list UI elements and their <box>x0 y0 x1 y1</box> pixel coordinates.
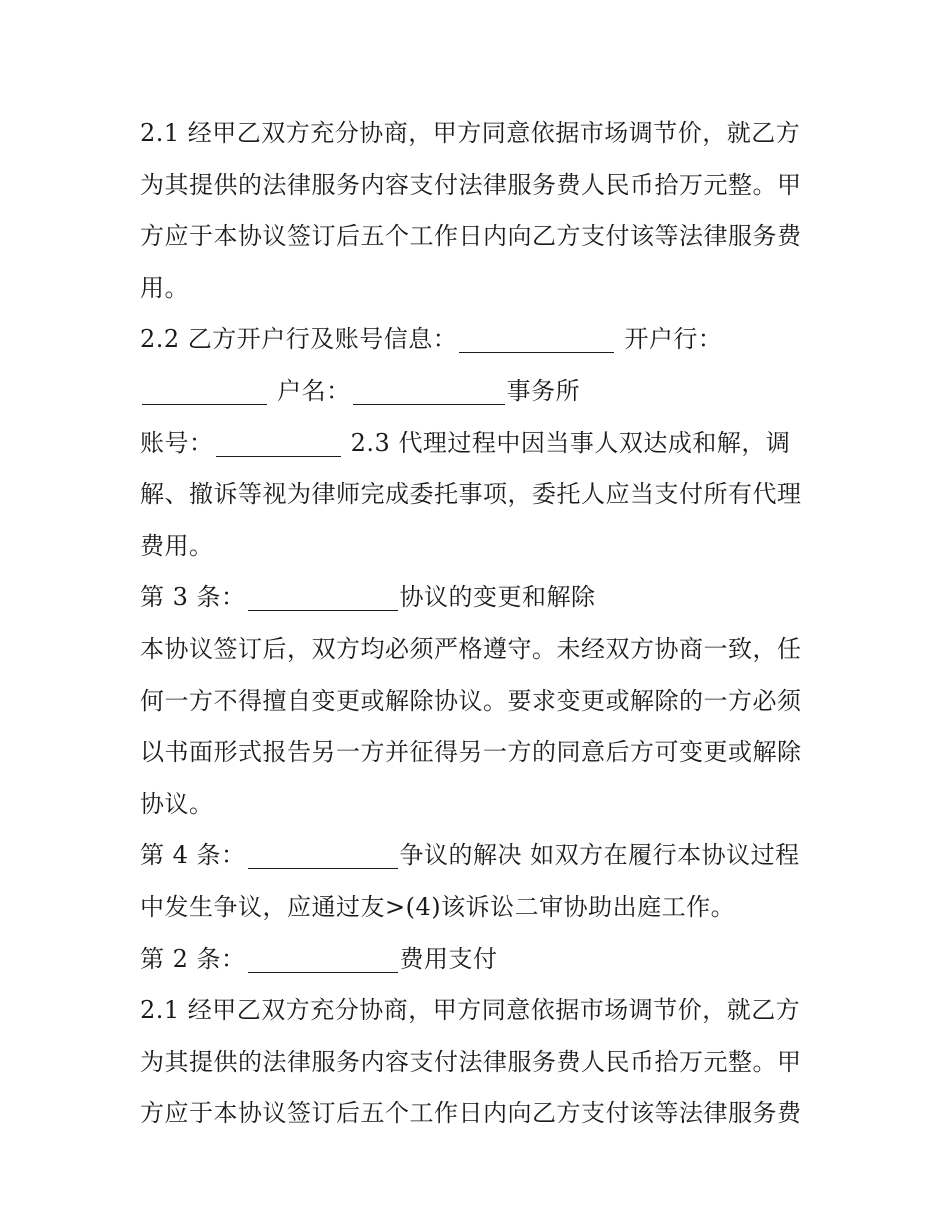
account-number-blank[interactable] <box>216 426 341 457</box>
article-2-title: 费用支付 <box>399 944 498 973</box>
article-3-blank[interactable] <box>248 580 398 611</box>
article-2-blank[interactable] <box>248 942 398 973</box>
account-number-label: 账号： <box>140 428 214 457</box>
article-4-text: 争议的解决 如双方在履行本协议过程中发生争议，应通过友>(4)该诉讼二审协助出庭工作。 <box>140 841 800 921</box>
article-4-blank[interactable] <box>248 838 398 869</box>
article-3-title: 协议的变更和解除 <box>399 583 596 612</box>
bank-info-label: 2.2 乙方开户行及账号信息： <box>140 325 458 354</box>
account-name-blank[interactable] <box>353 374 505 405</box>
article-4-label: 第 4 条： <box>140 841 246 870</box>
paragraph-2-3: 2.3 代理过程中因当事人双达成和解，调解、撤诉等视为律师完成委托事项，委托人应当支付所有代理费用。 <box>140 428 802 560</box>
article-3-label: 第 3 条： <box>140 583 246 612</box>
firm-label: 事务所 <box>506 376 581 405</box>
article-2-heading <box>140 934 820 986</box>
account-name-label: 户名： <box>277 376 351 405</box>
article-4-heading <box>140 830 820 933</box>
article-2-label: 第 2 条： <box>140 944 246 973</box>
paragraph-2-1-repeat: 2.1 经甲乙双方充分协商，甲方同意依据市场调节价，就乙方为其提供的法律服务内容支付法律服务费人民币拾万元整。甲方应于本协议签订后五个工作日内向乙方支付该等法律服务费 <box>140 996 802 1128</box>
bank-info-blank[interactable] <box>459 322 614 353</box>
paragraph-bank-info <box>140 314 820 572</box>
document-body <box>140 108 820 1140</box>
bank-label: 开户行： <box>624 325 723 354</box>
bank-blank[interactable] <box>142 374 267 405</box>
article-3-heading <box>140 572 820 624</box>
paragraph-2-1: 2.1 经甲乙双方充分协商，甲方同意依据市场调节价，就乙方为其提供的法律服务内容支付法律服务费人民币拾万元整。甲方应于本协议签订后五个工作日内向乙方支付该等法律服务费用。 <box>140 119 802 302</box>
paragraph-article-3: 本协议签订后，双方均必须严格遵守。未经双方协商一致，任何一方不得擅自变更或解除协议。要求变更或解除的一方必须以书面形式报告另一方并征得另一方的同意后方可变更或解除协议。 <box>140 634 802 818</box>
